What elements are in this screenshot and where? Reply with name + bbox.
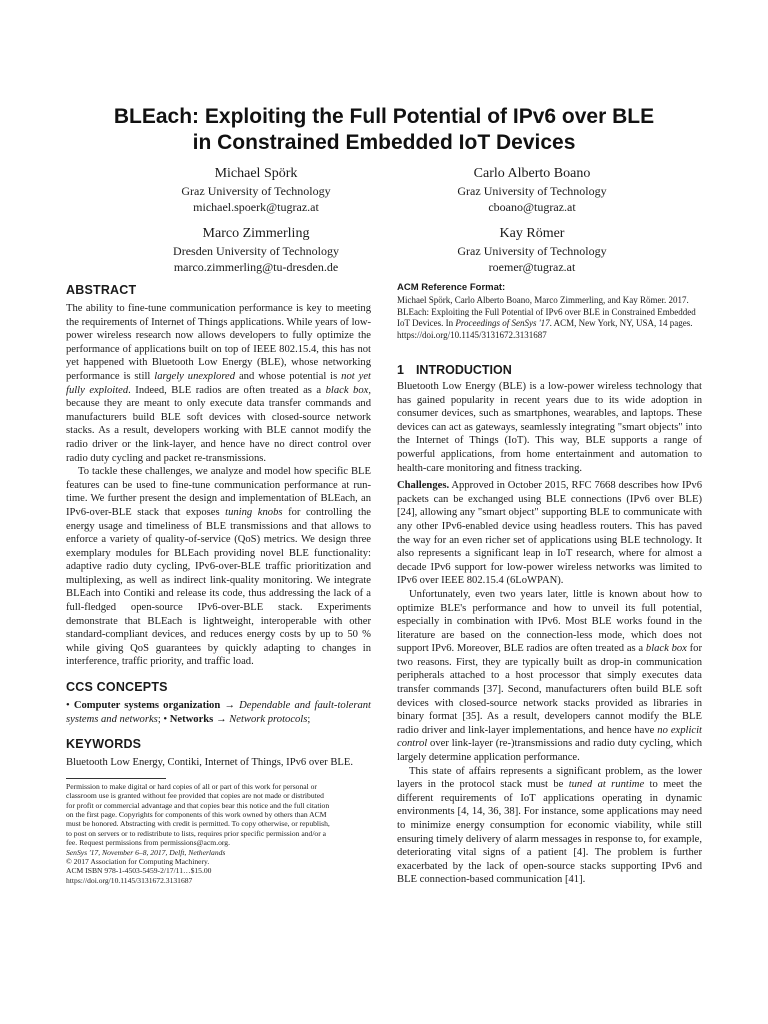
- acm-reference-heading: ACM Reference Format:: [397, 282, 506, 293]
- author-block-4: [382, 225, 682, 275]
- intro-paragraph-3: Unfortunately, even two years later, little is known about how to optimize BLE's performance and how to unveil its full potential, especially in combination with IPv6. Most BLE works found in the literature are based on the connection-less mode, which does not support IPv6. Moreover, BLE radios are often treated as a black box for two reasons. First, they are typically built as drop-in communication peripherals attached to a host processor that simply executes data transfer commands [37]. Second, manufacturers often build BLE soft devices with closed-source network stacks provided as libraries in binary format [35]. As a result, developers cannot modify the BLE radio driver and link-layer implementations, and hence have no explicit control over link-layer (re-)transmissions and radio duty cycling, which largely determine application performance.: [397, 588, 703, 764]
- abstract-heading: ABSTRACT: [66, 283, 137, 297]
- introduction-heading: [397, 363, 702, 377]
- intro-paragraph-4: This state of affairs represents a significant problem, as the lower layers in the protocol stack must be tuned at runtime to meet the different requirements of IoT applications operating in dynamic environments [4, 14, 36, 38]. For instance, some applications may need to minimize energy consumption for economic viability, while still ensuring timely delivery of alarm messages in response to, for example, deteriorating vital signs of a patient [4]. The problem is further exacerbated by the lack of open-source stacks supporting IPv6 and BLE connection-based communication [41].: [397, 765, 702, 886]
- author-block-3: [106, 225, 406, 275]
- permission-line: on the first page. Copyrights for components of this work owned by others than ACM: [66, 810, 327, 820]
- permission-line: classroom use is granted without fee provided that copies are not made or distributed: [66, 791, 324, 801]
- abstract-paragraph-2: To tackle these challenges, we analyze and model how specific BLE features can be used to fine-tune communication performance at run-time. We further present the design and implementation of BLEach, an IPv6-over-BLE stack that exposes tuning knobs for controlling the energy usage and timeliness of BLE transmissions and that allows to enforce a variety of quality-of-service (QoS) metrics. We design three exemplary modules for BLEach providing novel BLE functionality: adaptive radio duty cycling, IPv6-over-BLE traffic prioritization and multiplexing, as well as indirect link-quality monitoring. We integrate BLEach into Contiki and release its code, thus addressing the lack of a full-fledged open-source IPv6-over-BLE stack. Experiments demonstrate that BLEach is lightweight, interoperable with other standard-compliant devices, and reduces energy costs by up to 50 % while giving QoS guarantees by quickly adapting to changes in interference, traffic priority, and traffic load.: [66, 466, 371, 668]
- author-name: Kay Römer: [499, 226, 565, 241]
- author-email[interactable]: michael.spoerk@tugraz.at: [193, 200, 319, 214]
- author-affiliation: Graz University of Technology: [457, 244, 607, 258]
- author-name: Michael Spörk: [214, 166, 298, 181]
- author-name: Marco Zimmerling: [202, 226, 310, 241]
- author-block-1: [106, 165, 406, 215]
- keywords-text: Bluetooth Low Energy, Contiki, Internet of Things, IPv6 over BLE.: [66, 757, 353, 769]
- acm-reference-text: Michael Spörk, Carlo Alberto Boano, Marco Zimmerling, and Kay Römer. 2017. BLEach: Exploiting the Full Potential of IPv6 over BLE in Constrained Embedded IoT Devices. In Proceedings of SenSys '17. ACM, New York, NY, USA, 14 pages. https://doi.org/10.1145/3131672.3131687: [397, 295, 696, 340]
- footnote-rule: [66, 778, 166, 779]
- author-affiliation: Dresden University of Technology: [173, 244, 339, 258]
- ccs-concepts-text: • Computer systems organization → Dependable and fault-tolerant systems and networks; • Networks → Network protocols;: [66, 700, 371, 725]
- challenges-label: Challenges.: [397, 480, 450, 492]
- isbn-line: ACM ISBN 978-1-4503-5459-2/17/11…$15.00: [66, 866, 212, 876]
- author-email[interactable]: marco.zimmerling@tu-dresden.de: [173, 260, 339, 274]
- intro-paragraph-1: Bluetooth Low Energy (BLE) is a low-power wireless technology that has gained popularity in recent years due to its wide adoption in consumer devices, such as smartphones, wearables, and laptops. These devices can act as gateways, seamlessly integrating "smart objects" into the Internet of Things (IoT). This way, BLE supports a range of powerful applications, from home entertainment and automation to health-care monitoring and fitness tracking.: [397, 381, 702, 474]
- permission-line: for profit or commercial advantage and that copies bear this notice and the full citation: [66, 800, 330, 810]
- right-column: [397, 282, 702, 887]
- permission-line: to post on servers or to redistribute to lists, requires prior specific permission and/or a: [66, 828, 327, 838]
- author-affiliation: Graz University of Technology: [181, 184, 331, 198]
- abstract-paragraph-1: The ability to fine-tune communication performance is key to meeting the requirements of Internet of Things applications. While years of low-power wireless research now allows developers to fully optimize the performance of applications built on top of IEEE 802.15.4, this has not yet happened with Bluetooth Low Energy (BLE), whose networking performance is still largely unexplored and whose potential is not yet fully exploited. Indeed, BLE radios are often treated as a black box, because they are meant to only execute data transfer commands and manufacturers build BLE soft devices with closed-source network stacks. As a result, developers working with BLE cannot modify the radio driver or the link-layer, and hence have no direct control over radio duty cycling and packet re-transmissions.: [66, 303, 371, 464]
- doi-line[interactable]: https://doi.org/10.1145/3131672.3131687: [66, 875, 193, 885]
- permission-line: must be honored. Abstracting with credit is permitted. To copy otherwise, or republish,: [66, 819, 330, 829]
- title-line-1: BLEach: Exploiting the Full Potential of IPv6 over BLE: [113, 105, 655, 128]
- copyright-line: © 2017 Association for Computing Machinery.: [66, 857, 210, 867]
- permission-line: Permission to make digital or hard copies of all or part of this work for personal or: [66, 781, 317, 791]
- section-number: 1: [397, 363, 404, 377]
- permission-notice: [66, 782, 371, 885]
- permission-line: fee. Request permissions from permissions@acm.org.: [66, 838, 230, 848]
- author-email[interactable]: roemer@tugraz.at: [488, 260, 576, 274]
- ccs-heading: CCS CONCEPTS: [66, 680, 168, 695]
- paper-title: [40, 104, 728, 156]
- keywords-heading: KEYWORDS: [66, 737, 142, 752]
- intro-paragraph-2: Challenges. Approved in October 2015, RFC 7668 describes how IPv6 packets can be exchanged using BLE connections (IPv6 over BLE) [24], allowing any "smart object" supporting BLE to communicate with any other IPv6-enabled device using headless routers. This has paved the way for an even richer set of applications using BLE technology. It also represents a significant leap in IoT research, where for almost a decade IPv6 support for low-power wireless networks was limited to IPv6 over IEEE 802.15.4 (6LoWPAN).: [397, 480, 702, 587]
- author-affiliation: Graz University of Technology: [457, 184, 607, 198]
- author-block-2: [382, 165, 682, 215]
- section-title: INTRODUCTION: [415, 363, 512, 377]
- author-email[interactable]: cboano@tugraz.at: [488, 200, 576, 214]
- author-name: Carlo Alberto Boano: [473, 166, 591, 181]
- left-column: [66, 282, 371, 885]
- venue-line: SenSys '17, November 6–8, 2017, Delft, Netherlands: [66, 847, 226, 857]
- title-line-2: in Constrained Embedded IoT Devices: [192, 131, 576, 154]
